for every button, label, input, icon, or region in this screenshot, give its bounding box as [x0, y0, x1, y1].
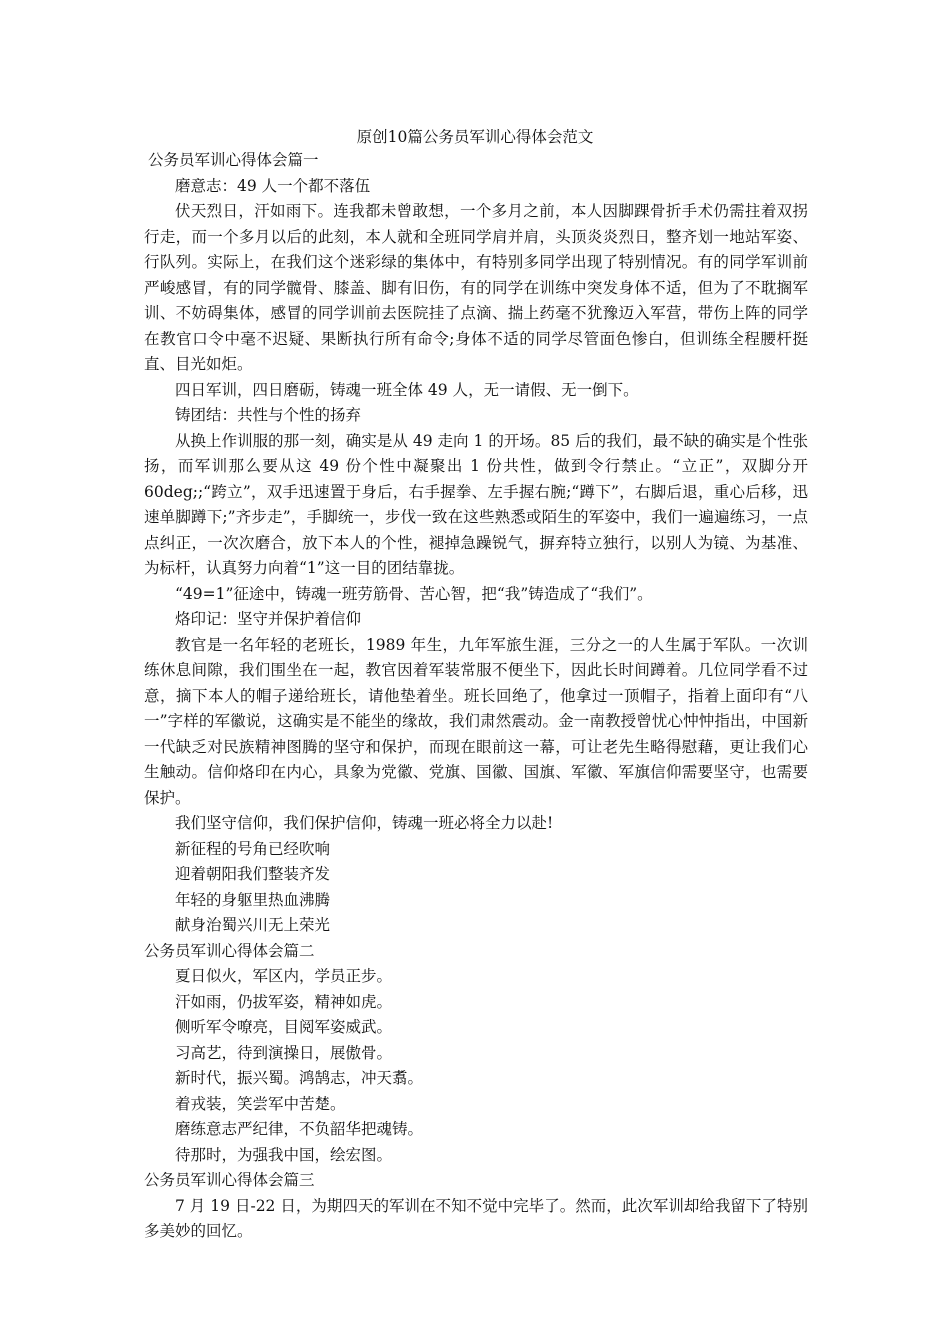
body-paragraph: 从换上作训服的那一刻，确实是从 49 走向 1 的开场。85 后的我们，最不缺的确实是个性张扬，而军训那么要从这 49 份个性中凝聚出 1 份共性，做到令行禁止。“立正”，双脚分开 60deg;;“跨立”，双手迅速置于身后，右手握拳、左手握右腕;“蹲下”，右脚后退，重心后移，迅速单脚蹲下;”齐步走”，手脚统一，步伐一致在这些熟悉或陌生的军姿中，我们一遍遍练习，一点点纠正，一次次磨合，放下本人的个性，褪掉急躁锐气，摒弃特立独行，以别人为镜、为基准、为标杆，认真努力向着“1”这一目的团结靠拢。	[144, 431, 808, 577]
section-heading: 公务员军训心得体会篇三	[144, 1171, 315, 1189]
body-paragraph: 铸团结：共性与个性的扬弃	[175, 406, 362, 424]
body-paragraph: 待那时，为强我中国，绘宏图。	[175, 1145, 393, 1164]
body-paragraph: 伏天烈日，汗如雨下。连我都未曾敢想，一个多月之前，本人因脚踝骨折手术仍需拄着双拐行走，而一个多月以后的此刻，本人就和全班同学肩并肩，头顶炎炎烈日，整齐划一地站军姿、行队列。实际上，在我们这个迷彩绿的集体中，有特别多同学出现了特别情况。有的同学军训前严峻感冒，有的同学髋骨、膝盖、脚有旧伤，有的同学在训练中突发身体不适，但为了不耽搁军训、不妨碍集体，感冒的同学训前去医院挂了点滴、揣上药毫不犹豫迈入军营，带伤上阵的同学在教官口令中毫不迟疑、果断执行所有命令;身体不适的同学尽管面色惨白，但训练全程腰杆挺直、目光如炬。	[144, 202, 808, 373]
body-paragraph: 磨练意志严纪律，不负韶华把魂铸。	[175, 1120, 424, 1138]
body-paragraph: 磨意志：49 人一个都不落伍	[175, 176, 371, 195]
body-paragraph: 教官是一名年轻的老班长，1989 年生，九年军旅生涯，三分之一的人生属于军队。一次训练休息间隙，我们围坐在一起，教官因着军装常服不便坐下，因此长时间蹲着。几位同学看不过意，摘下本人的帽子递给班长，请他垫着坐。班长回绝了，他拿过一顶帽子，指着上面印有“八一”字样的军徽说，这确实是不能坐的缘故，我们肃然震动。金一南教授曾忧心忡忡指出，中国新一代缺乏对民族精神图腾的坚守和保护，而现在眼前这一幕，可让老先生略得慰藉，更让我们心生触动。信仰烙印在内心，具象为党徽、党旗、国徽、国旗、军徽、军旗信仰需要坚守，也需要保护。	[144, 635, 808, 807]
body-paragraph: 习高艺，待到演操日，展傲骨。	[175, 1043, 393, 1062]
body-paragraph: 汗如雨，仍拔军姿，精神如虎。	[175, 992, 393, 1011]
body-paragraph: 烙印记：坚守并保护着信仰	[175, 610, 362, 628]
document-body	[144, 148, 808, 1245]
body-paragraph: 夏日似火，军区内，学员正步。	[175, 967, 393, 985]
body-paragraph: 着戎装，笑尝军中苦楚。	[175, 1094, 346, 1113]
body-paragraph: 我们坚守信仰，我们保护信仰，铸魂一班必将全力以赴!	[175, 814, 554, 832]
body-paragraph: 迎着朝阳我们整装齐发	[175, 865, 331, 883]
body-paragraph: 献身治蜀兴川无上荣光	[175, 916, 331, 934]
body-paragraph: 年轻的身躯里热血沸腾	[175, 890, 331, 909]
body-paragraph: 侧听军令嘹亮，目阅军姿威武。	[175, 1018, 393, 1036]
body-paragraph: 7 月 19 日-22 日，为期四天的军训在不知不觉中完毕了。然而，此次军训却给我留下了特别多美妙的回忆。	[144, 1196, 808, 1240]
section-heading: 公务员军训心得体会篇一	[148, 151, 319, 169]
body-paragraph: 新时代，振兴蜀。鸿鹄志，冲天翥。	[175, 1069, 424, 1087]
body-paragraph: 四日军训，四日磨砺，铸魂一班全体 49 人，无一请假、无一倒下。	[175, 380, 639, 399]
body-paragraph: 新征程的号角已经吹响	[175, 839, 331, 858]
section-heading: 公务员军训心得体会篇二	[144, 941, 315, 960]
document-title: 原创10篇公务员军训心得体会范文	[356, 128, 594, 146]
body-paragraph: “49=1”征途中，铸魂一班劳筋骨、苦心智，把“我”铸造成了“我们”。	[175, 584, 653, 603]
